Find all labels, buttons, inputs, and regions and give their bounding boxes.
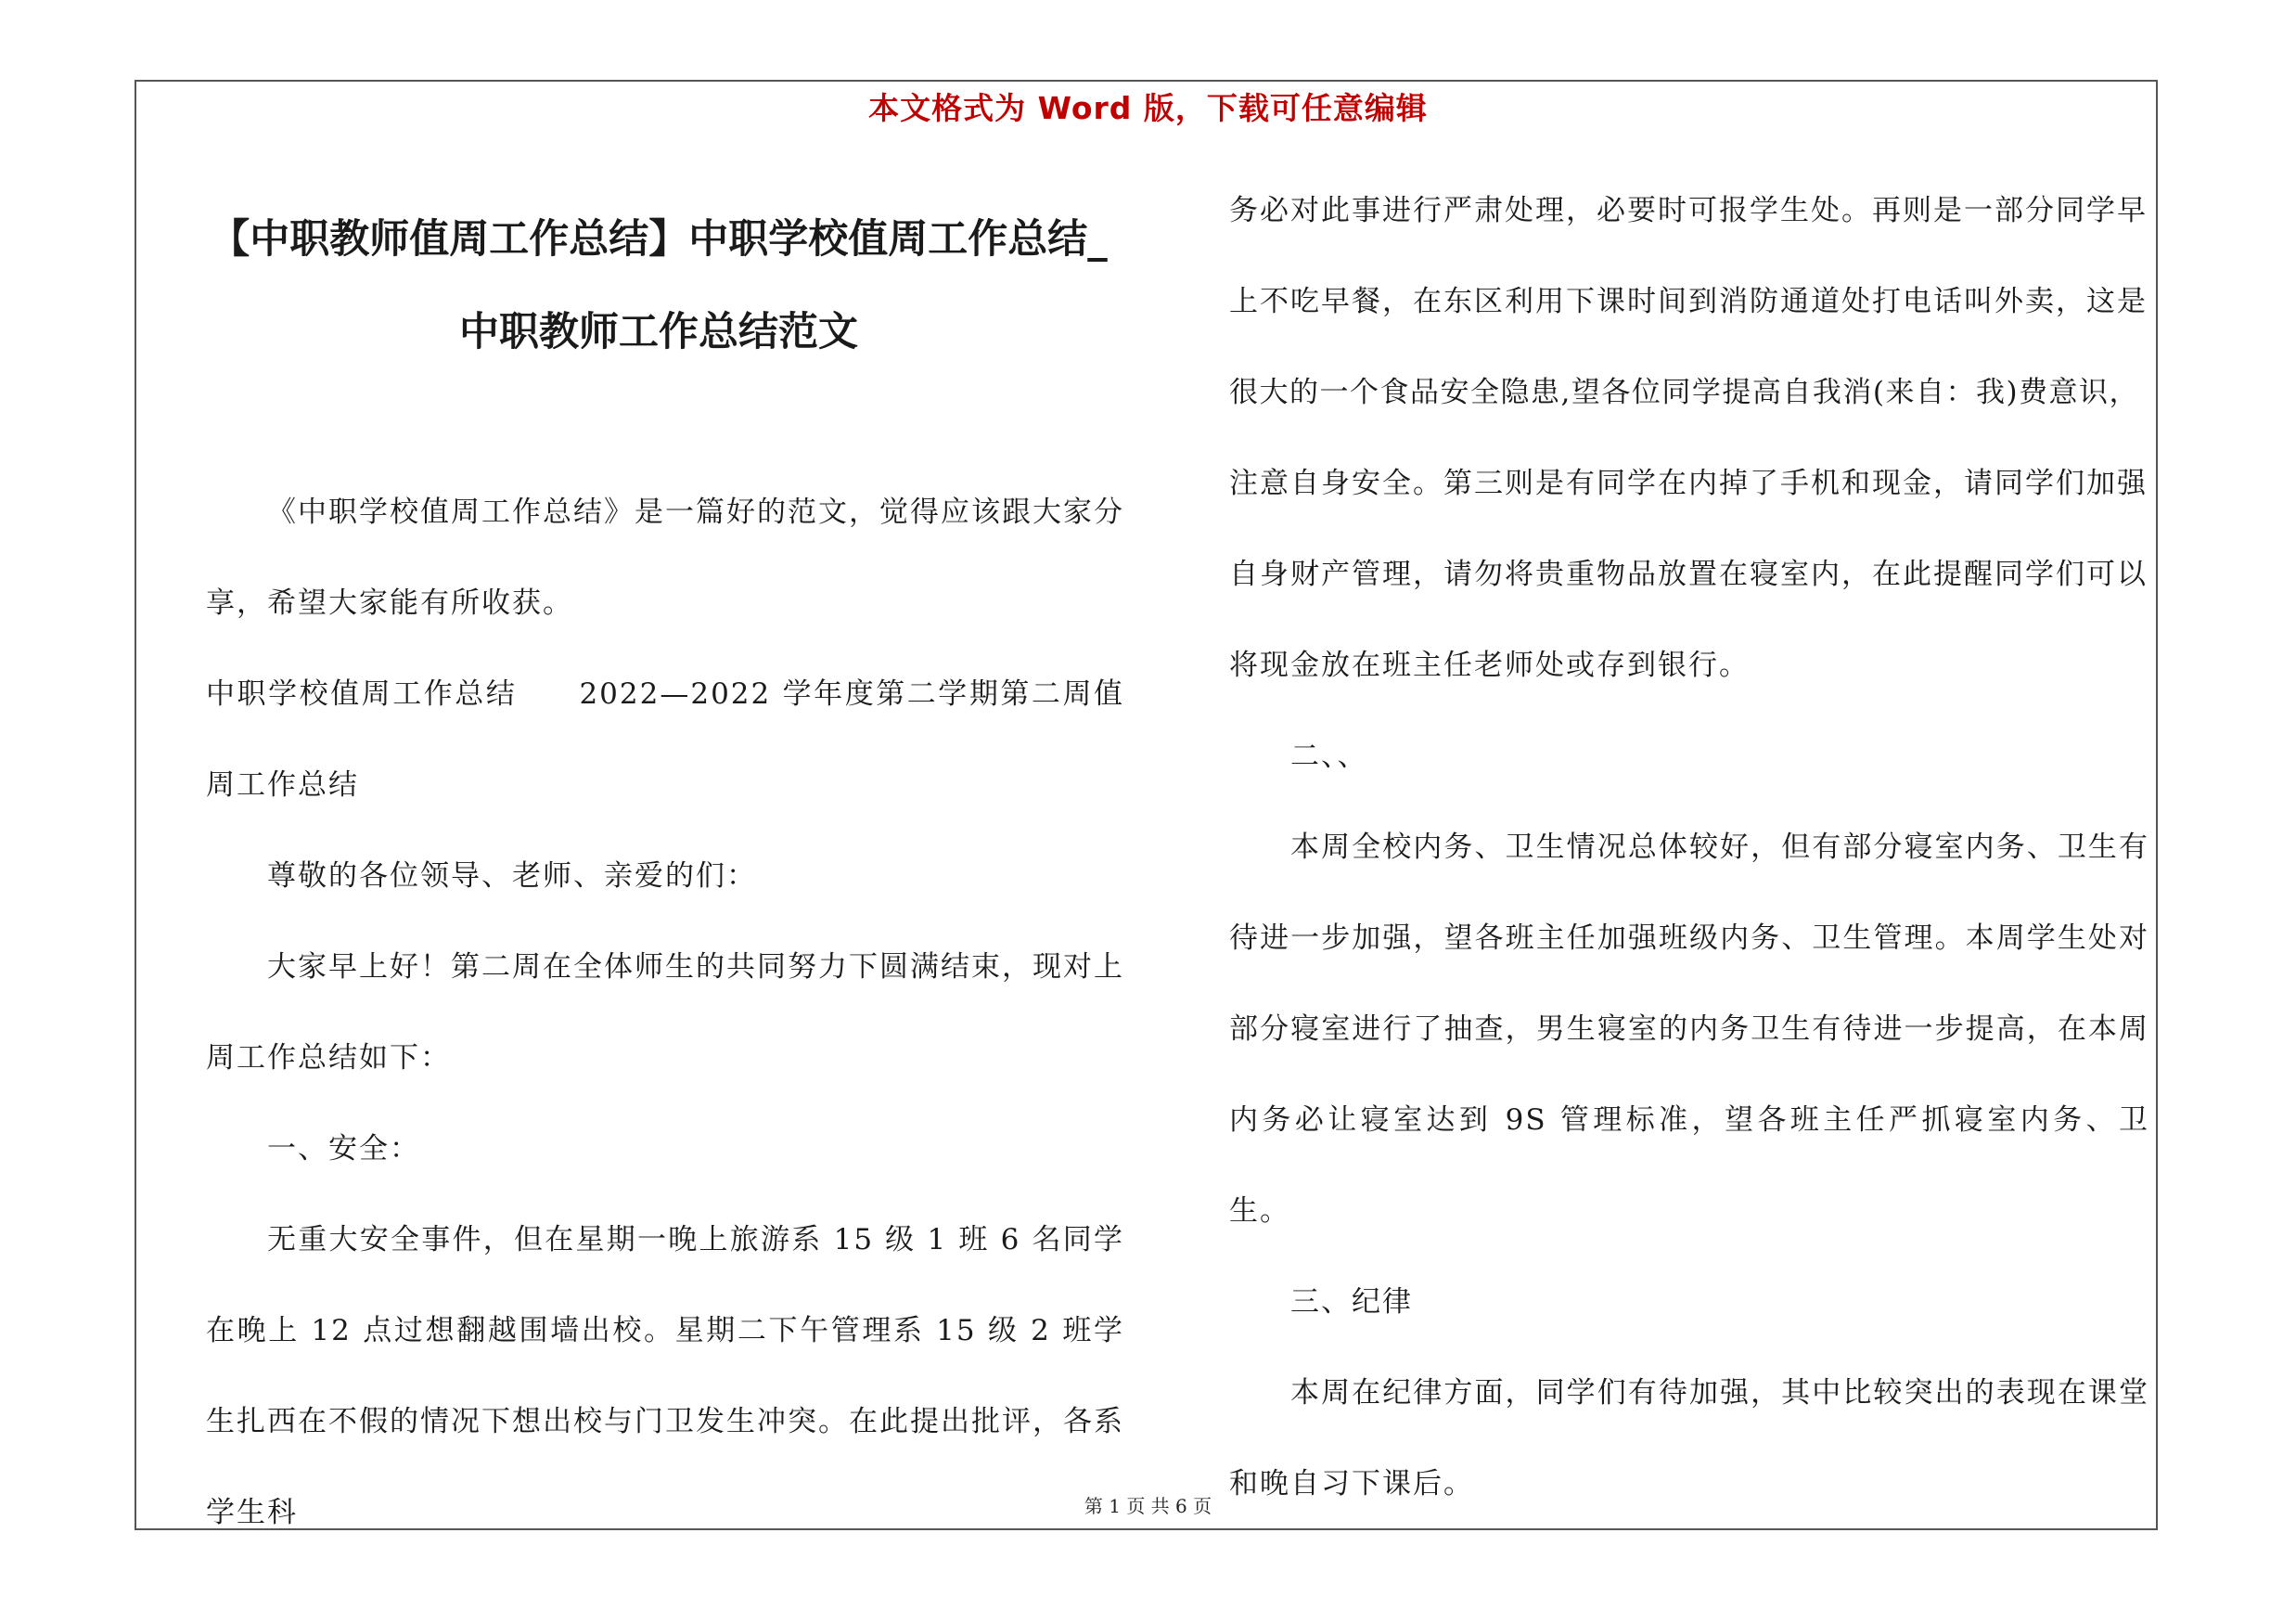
safety-paragraph: 无重大安全事件，但在星期一晚上旅游系 15 级 1 班 6 名同学在晚上 12 点过想翻越围墙出校。星期二下午管理系 15 级 2 班学生扎西在不假的情况下想出校与门卫发生冲突。在此提出批评，各系学生科 [206, 1223, 1124, 1529]
word-format-banner: 本文格式为 Word 版，下载可任意编辑 [868, 90, 1428, 126]
subtitle-paragraph: 中职学校值周工作总结 2022—2022 学年度第二学期第二周值周工作总结 [206, 677, 1124, 802]
hygiene-paragraph: 本周全校内务、卫生情况总体较好，但有部分寝室内务、卫生有待进一步加强，望各班主任加强班级内务、卫生管理。本周学生处对部分寝室进行了抽查，男生寝室的内务卫生有待进一步提高，在本周内务必让寝室达到 9S 管理标准，望各班主任严抓寝室内务、卫生。 [1229, 831, 2149, 1228]
safety-continued-line-6: 将现金放在班主任老师处或存到银行。 [1229, 649, 1750, 682]
section-discipline-heading: 三、纪律 [1290, 1285, 1413, 1319]
section-two-heading: 二、、 [1290, 740, 1368, 773]
document-title-line-2: 中职教师工作总结范文 [459, 309, 858, 355]
safety-continued-line-4: 注意自身安全。第三则是有同学在内掉了手机和现金，请同学们加强 [1229, 467, 2148, 500]
page-number-footer: 第 1 页 共 6 页 [1084, 1495, 1212, 1517]
safety-continued-line-1: 务必对此事进行严肃处理，必要时可报学生处。再则是一部分同学早 [1229, 194, 2148, 227]
discipline-paragraph: 本周在纪律方面，同学们有待加强，其中比较突出的表现在课堂和晚自习下课后。 [1229, 1376, 2149, 1501]
intro-paragraph: 《中职学校值周工作总结》是一篇好的范文，觉得应该跟大家分享，希望大家能有所收获。 [206, 496, 1124, 620]
section-safety-heading: 一、安全： [267, 1132, 420, 1166]
opening-paragraph: 大家早上好！第二周在全体师生的共同努力下圆满结束，现对上周工作总结如下： [206, 950, 1124, 1075]
safety-continued-line-3: 很大的一个食品安全隐患,望各位同学提高自我消(来自：我)费意识， [1229, 376, 2140, 409]
document-title-line-1: 【中职教师值周工作总结】中职学校值周工作总结_ [210, 216, 1108, 263]
right-column [1229, 165, 2149, 1529]
salutation-paragraph: 尊敬的各位领导、老师、亲爱的们： [267, 859, 757, 893]
left-column [206, 467, 1124, 1558]
document-title [186, 193, 1132, 379]
safety-continued-line-2: 上不吃早餐，在东区利用下课时间到消防通道处打电话叫外卖，这是 [1229, 285, 2148, 318]
safety-continued-line-5: 自身财产管理，请勿将贵重物品放置在寝室内，在此提醒同学们可以 [1229, 558, 2148, 591]
